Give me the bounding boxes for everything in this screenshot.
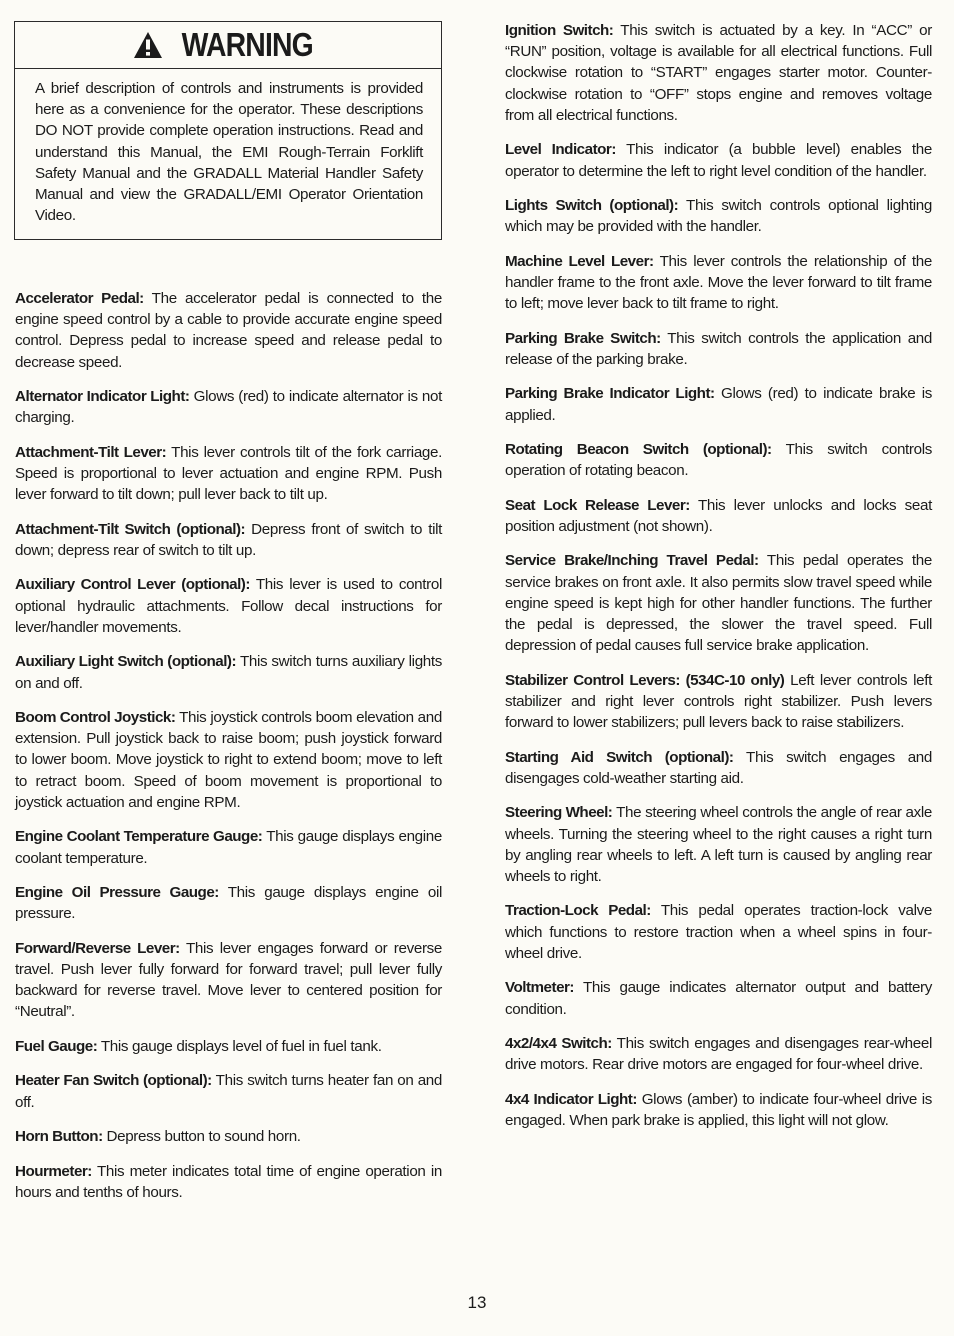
control-term: Auxiliary Control Lever (optional): [15, 576, 250, 594]
control-term: Hourmeter: [15, 1162, 92, 1180]
control-term: Level Indicator: [505, 141, 616, 159]
control-description [15, 707, 442, 813]
control-term: Forward/Reverse Lever: [15, 939, 180, 957]
control-term: Engine Coolant Temperature Gauge: [15, 828, 263, 846]
control-term: Lights Switch (optional): [505, 197, 679, 215]
control-description [505, 977, 932, 1019]
control-text: Left lever controls left stabilizer and right lever controls right stabilizer. Push levers forward to lower stabilizers; pull levers back to raise stabilizers. [505, 671, 932, 732]
control-text: Glows (red) to indicate alternator is not charging. [15, 388, 442, 427]
control-term: Horn Button: [15, 1128, 103, 1146]
control-text: This lever controls the relationship of the handler frame to the front axle. Move the lever forward to tilt frame to left; move lever back to tilt frame to right. [505, 252, 932, 313]
control-description [505, 383, 932, 425]
control-description [15, 519, 442, 561]
control-description [505, 550, 932, 656]
control-term: Machine Level Lever: [505, 252, 654, 270]
control-text: This switch turns auxiliary lights on and off. [15, 653, 442, 692]
control-text: This switch engages and disengages rear-wheel drive motors. Rear drive motors are engaged for four-wheel drive. [505, 1035, 932, 1074]
control-term: 4x2/4x4 Switch: [505, 1035, 612, 1053]
control-description [505, 439, 932, 481]
control-text: The steering wheel controls the angle of rear axle wheels. Turning the steering wheel to the right causes a right turn by angling rear wheels to left. A left turn is caused by angling rear wheels to right. [505, 804, 932, 885]
control-description [15, 651, 442, 693]
control-description [505, 195, 932, 237]
control-text: This switch engages and disengages cold-weather starting aid. [505, 748, 932, 787]
control-text: This switch controls the application and release of the parking brake. [505, 329, 932, 368]
control-description [15, 288, 442, 373]
control-term: Traction-Lock Pedal: [505, 902, 651, 920]
control-term: Rotating Beacon Switch (optional): [505, 441, 772, 459]
control-description [15, 1036, 442, 1057]
control-term: 4x4 Indicator Light: [505, 1090, 637, 1108]
control-term: Service Brake/Inching Travel Pedal: [505, 552, 759, 570]
control-description [15, 386, 442, 428]
control-text: This lever is used to control optional hydraulic attachments. Follow decal instructions for lever/handler movements. [15, 576, 442, 636]
control-text: This switch controls optional lighting which may be provided with the handler. [505, 197, 932, 236]
right-column [505, 20, 932, 1144]
control-description [505, 251, 932, 315]
control-text: This joystick controls boom elevation and extension. Pull joystick back to raise boom; push joystick forward to lower boom. Move joystick to right to extend boom; move to left to retract boom. Speed of boom movement is proportional to joystick actuation and engine RPM. [15, 709, 442, 811]
control-term: Voltmeter: [505, 979, 574, 997]
control-description [15, 1126, 442, 1147]
control-term: Starting Aid Switch (optional): [505, 748, 734, 766]
control-text: This gauge indicates alternator output and battery condition. [505, 979, 932, 1018]
control-text: This lever unlocks and locks seat position adjustment (not shown). [505, 496, 932, 535]
left-column [15, 288, 442, 1216]
control-text: This pedal operates the service brakes on front axle. It also permits slow travel speed while engine speed is kept high for other handler functions. The further the pedal is depressed, the slower the travel speed. Full depression of pedal causes full service brake application. [505, 552, 932, 655]
control-text: This switch controls operation of rotating beacon. [505, 441, 932, 480]
control-term: Parking Brake Switch: [505, 329, 661, 347]
control-term: Stabilizer Control Levers: (534C-10 only) [505, 671, 785, 689]
control-text: This gauge displays engine coolant temperature. [15, 828, 442, 867]
control-term: Fuel Gauge: [15, 1037, 98, 1055]
control-term: Seat Lock Release Lever: [505, 496, 690, 514]
control-text: Depress front of switch to tilt down; depress rear of switch to tilt up. [15, 520, 442, 559]
control-text: Glows (amber) to indicate four-wheel drive is engaged. When park brake is applied, this light will not glow. [505, 1090, 932, 1129]
control-description [505, 1033, 932, 1075]
control-term: Steering Wheel: [505, 804, 613, 822]
control-term: Attachment-Tilt Lever: [15, 443, 167, 461]
control-description [505, 670, 932, 734]
control-description [15, 1161, 442, 1203]
warning-text: A brief description of controls and instruments is provided here as a convenience for the operator. These descriptions DO NOT provide complete operation instructions. Read and understand this Manual, the EMI Rough-Terrain Forklift Safety Manual and the GRADALL Material Handler Safety Manual and view the GRADALL/EMI Operator Orientation Video. [35, 80, 423, 225]
control-description [15, 938, 442, 1023]
control-term: Engine Oil Pressure Gauge: [15, 884, 219, 902]
control-description [505, 495, 932, 537]
control-text: This pedal operates traction-lock valve which functions to restore traction when a wheel spins in four-wheel drive. [505, 902, 932, 962]
control-text: This switch is actuated by a key. In “ACC” or “RUN” position, voltage is available for all electrical functions. Full clockwise rotation to “START” engages starter motor. Counter-clockwise rotation to “OFF” stops engine and removes voltage from all electrical functions. [505, 22, 932, 124]
control-description [505, 747, 932, 789]
page-number: 13 [467, 1293, 487, 1312]
control-description [505, 1089, 932, 1131]
control-term: Ignition Switch: [505, 22, 614, 39]
warning-title: WARNING [181, 26, 313, 63]
warning-box [14, 21, 442, 240]
control-term: Parking Brake Indicator Light: [505, 385, 715, 403]
control-description [15, 826, 442, 868]
warning-header [15, 22, 441, 69]
control-text: This lever controls tilt of the fork carriage. Speed is proportional to lever actuation and engine RPM. Push lever forward to tilt down; pull lever back to tilt up. [15, 443, 442, 504]
control-text: This gauge displays engine oil pressure. [15, 884, 442, 923]
control-text: This switch turns heater fan on and off. [15, 1072, 442, 1111]
control-description [15, 574, 442, 638]
control-text: This lever engages forward or reverse travel. Push lever fully forward for forward travel; pull lever fully backward for reverse travel. Move lever to centered position for “Neutral”. [15, 939, 442, 1021]
control-text: This meter indicates total time of engine operation in hours and tenths of hours. [15, 1162, 442, 1201]
control-description [15, 442, 442, 506]
control-term: Accelerator Pedal: [15, 290, 144, 307]
warning-triangle-icon [133, 31, 163, 59]
control-text: This indicator (a bubble level) enables the operator to determine the left to right level condition of the handler. [505, 141, 932, 180]
control-text: Glows (red) to indicate brake is applied. [505, 385, 932, 424]
control-term: Alternator Indicator Light: [15, 388, 190, 406]
control-text: Depress button to sound horn. [106, 1128, 301, 1146]
control-description [505, 139, 932, 181]
control-description [15, 882, 442, 924]
control-term: Auxiliary Light Switch (optional): [15, 653, 237, 671]
control-term: Attachment-Tilt Switch (optional): [15, 520, 246, 538]
control-description [505, 802, 932, 887]
control-description [505, 900, 932, 964]
control-term: Boom Control Joystick: [15, 709, 176, 727]
control-description [15, 1070, 442, 1112]
control-description [505, 20, 932, 126]
control-description [505, 328, 932, 370]
control-text: This gauge displays level of fuel in fuel tank. [100, 1037, 382, 1055]
control-term: Heater Fan Switch (optional): [15, 1072, 212, 1090]
control-text: The accelerator pedal is connected to the engine speed control by a cable to provide accurate engine speed control. Depress pedal to increase speed and release pedal to decrease speed. [15, 290, 442, 371]
